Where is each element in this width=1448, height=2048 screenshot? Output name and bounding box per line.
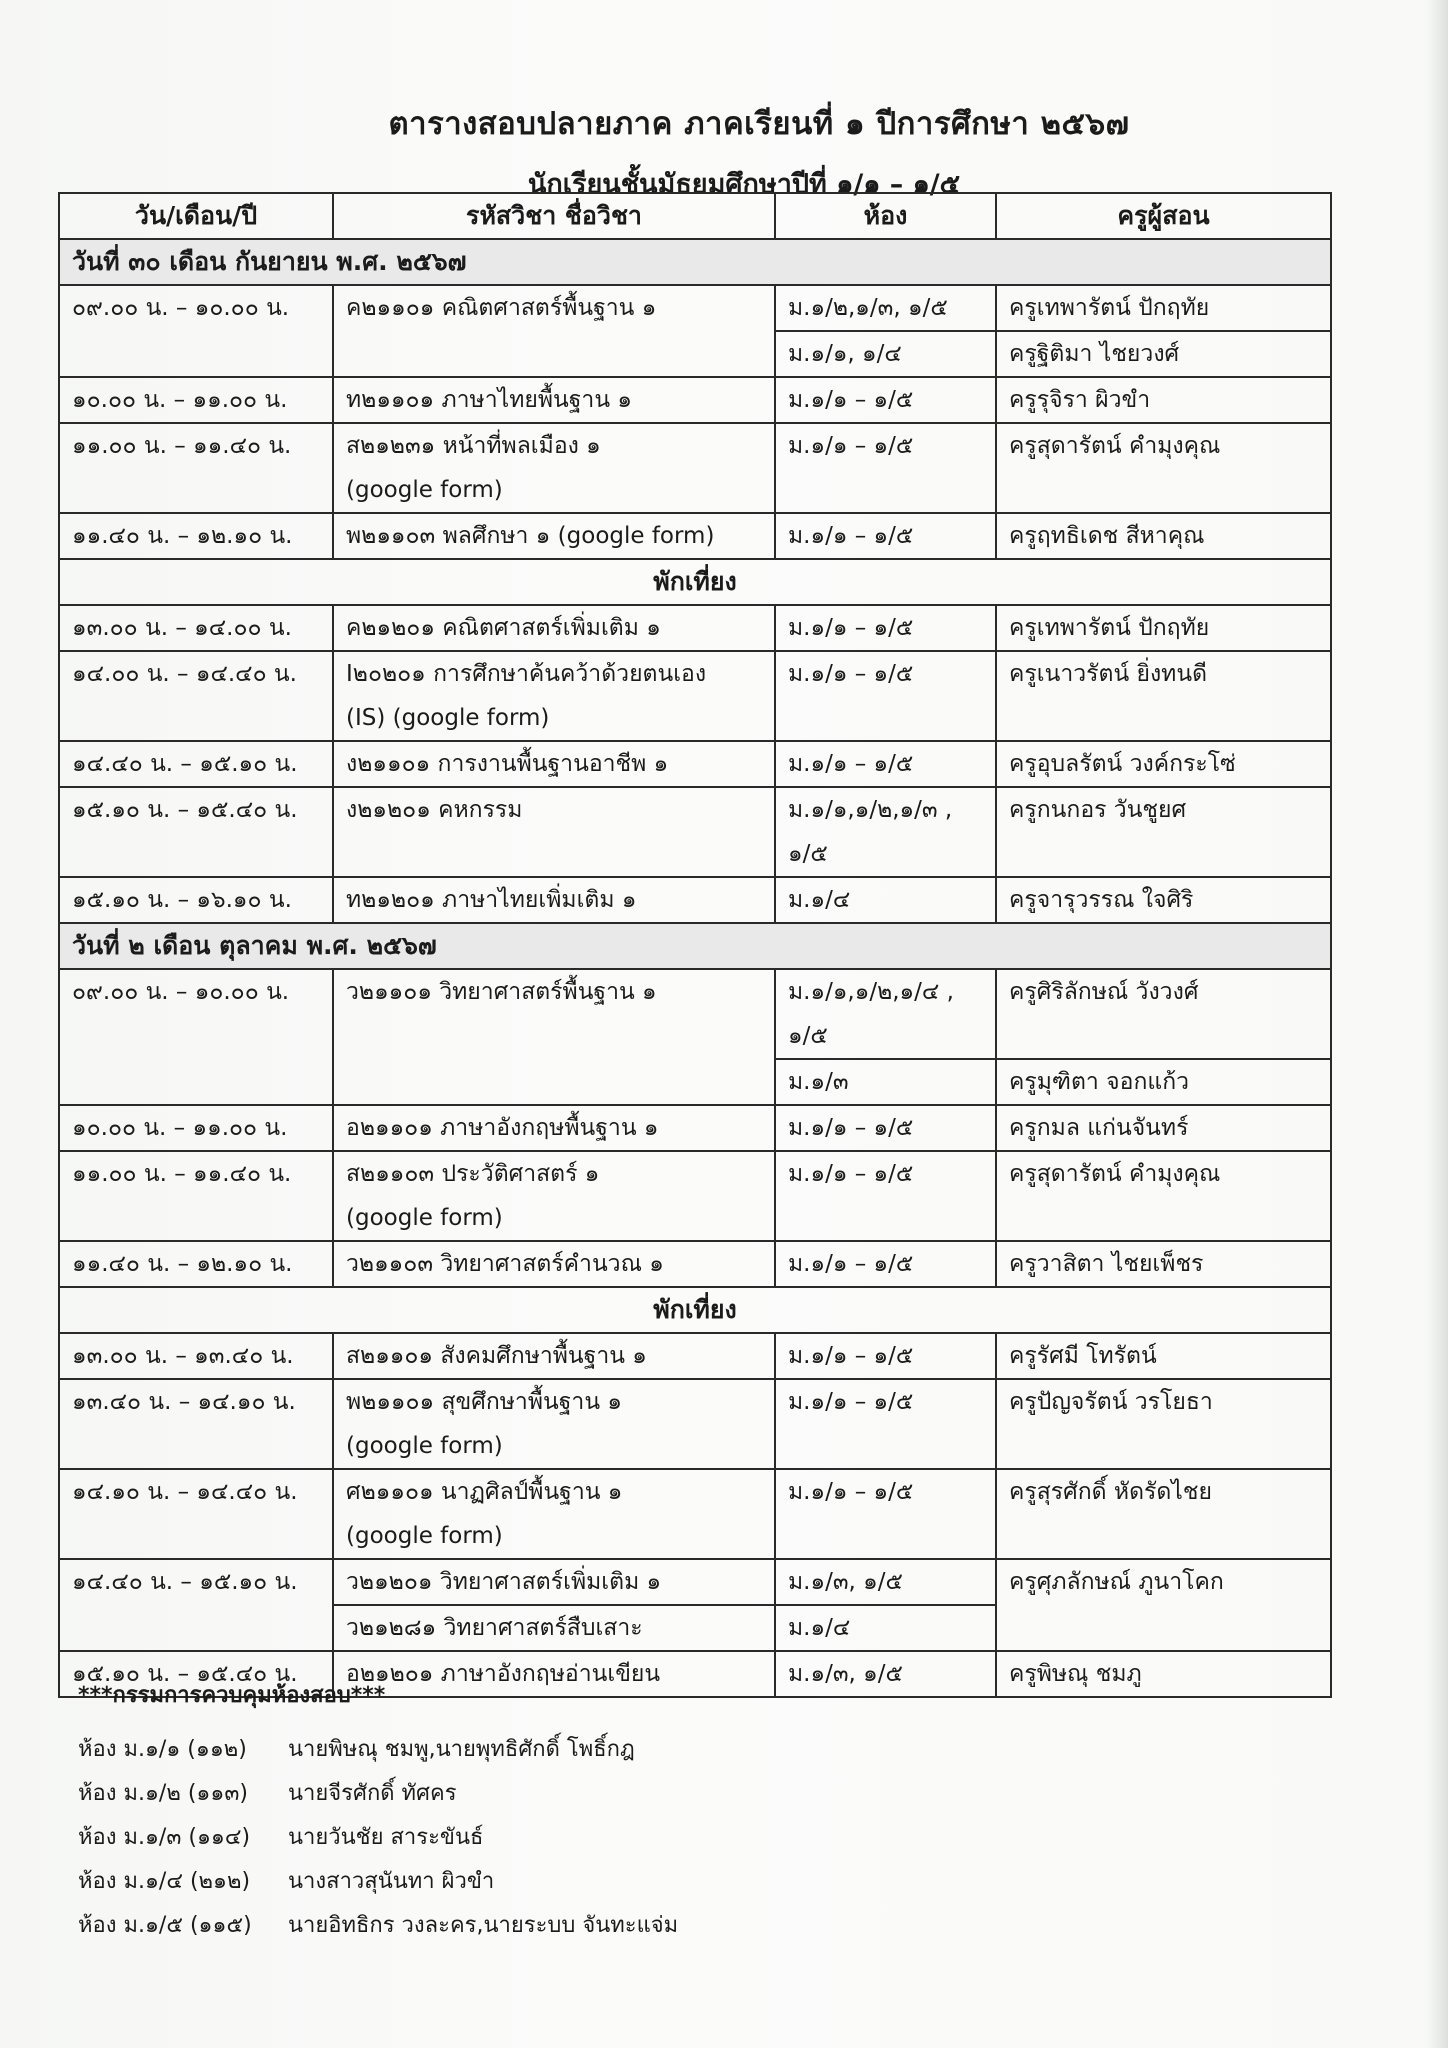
exam-subject: อ๒๑๑๐๑ ภาษาอังกฤษพื้นฐาน ๑ (333, 1105, 775, 1151)
lunch-row (59, 1287, 1331, 1333)
subject-note: (IS) (google form) (346, 705, 550, 731)
exam-subject: ค๒๑๑๐๑ คณิตศาสตร์พื้นฐาน ๑ (333, 285, 775, 377)
exam-time: ๑๔.๐๐ น. – ๑๔.๔๐ น. (59, 651, 333, 741)
exam-subject (333, 1379, 775, 1469)
room-line: ม.๑/๑,๑/๒,๑/๔ , (788, 979, 954, 1005)
exam-teacher: ครูอุบลรัตน์ วงค์กระโซ่ (996, 741, 1331, 787)
committee-room: ห้อง ม.๑/๒ (๑๑๓) (78, 1780, 248, 1806)
exam-teacher: ครูรัศมี โทรัตน์ (996, 1333, 1331, 1379)
exam-room: ม.๑/๒,๑/๓, ๑/๕ (775, 285, 996, 331)
committee-room: ห้อง ม.๑/๑ (๑๑๒) (78, 1736, 247, 1762)
table-row (59, 1241, 1331, 1287)
page-subtitle: นักเรียนชั้นมัธยมศึกษาปีที่ ๑/๑ – ๑/๕ (527, 169, 961, 200)
subject-line: ส๒๑๒๓๑ หน้าที่พลเมือง ๑ (346, 433, 601, 459)
exam-time: ๐๙.๐๐ น. – ๑๐.๐๐ น. (59, 969, 333, 1105)
room-line: ม.๑/๑,๑/๒,๑/๓ , (788, 797, 953, 823)
exam-room: ม.๑/๑, ๑/๔ (775, 331, 996, 377)
committee-room: ห้อง ม.๑/๔ (๒๑๒) (78, 1868, 251, 1894)
room-line: ๑/๕ (788, 841, 828, 867)
exam-subject: อ๒๑๒๐๑ ภาษาอังกฤษอ่านเขียน (333, 1651, 775, 1697)
exam-room: ม.๑/๑ – ๑/๕ (775, 1241, 996, 1287)
subject-note: (google form) (346, 1433, 503, 1459)
committee-row (78, 1770, 678, 1814)
exam-subject (333, 423, 775, 513)
header-room: ห้อง (775, 193, 996, 239)
table-row (59, 513, 1331, 559)
exam-room: ม.๑/๔ (775, 1605, 996, 1651)
exam-room: ม.๑/๔ (775, 877, 996, 923)
exam-room (775, 787, 996, 877)
exam-time: ๑๔.๑๐ น. – ๑๔.๔๐ น. (59, 1469, 333, 1559)
exam-subject: ท๒๑๒๐๑ ภาษาไทยเพิ่มเติม ๑ (333, 877, 775, 923)
exam-room: ม.๑/๓, ๑/๕ (775, 1559, 996, 1605)
table-header-row (59, 193, 1331, 239)
exam-teacher: ครูปัญจรัตน์ วรโยธา (996, 1379, 1331, 1469)
exam-teacher: ครูสุดารัตน์ คำมุงคุณ (996, 1151, 1331, 1241)
exam-time: ๑๔.๔๐ น. – ๑๕.๑๐ น. (59, 1559, 333, 1651)
exam-teacher: ครูเทพารัตน์ ปักฤทัย (996, 285, 1331, 331)
subject-line: ศ๒๑๑๐๑ นาฏศิลป์พื้นฐาน ๑ (346, 1479, 623, 1505)
lunch-label: พักเที่ยง (59, 1287, 1331, 1333)
header-teacher: ครูผู้สอน (996, 193, 1331, 239)
table-row (59, 1469, 1331, 1559)
exam-teacher: ครูสุรศักดิ์ หัดรัดไชย (996, 1469, 1331, 1559)
exam-time: ๑๕.๑๐ น. – ๑๖.๑๐ น. (59, 877, 333, 923)
room-line: ๑/๕ (788, 1023, 828, 1049)
exam-time: ๑๔.๔๐ น. – ๑๕.๑๐ น. (59, 741, 333, 787)
subject-line: พ๒๑๑๐๑ สุขศึกษาพื้นฐาน ๑ (346, 1389, 622, 1415)
exam-room: ม.๑/๑ – ๑/๕ (775, 651, 996, 741)
exam-room: ม.๑/๑ – ๑/๕ (775, 377, 996, 423)
table-row (59, 877, 1331, 923)
table-row (59, 1151, 1331, 1241)
exam-room: ม.๑/๑ – ๑/๕ (775, 741, 996, 787)
exam-subject: ว๒๑๒๘๑ วิทยาศาสตร์สืบเสาะ (333, 1605, 775, 1651)
committee-row (78, 1902, 678, 1946)
exam-subject: ว๒๑๑๐๑ วิทยาศาสตร์พื้นฐาน ๑ (333, 969, 775, 1105)
exam-subject (333, 1151, 775, 1241)
exam-room: ม.๑/๑ – ๑/๕ (775, 1379, 996, 1469)
exam-time: ๑๑.๔๐ น. – ๑๒.๑๐ น. (59, 513, 333, 559)
exam-subject: ส๒๑๑๐๑ สังคมศึกษาพื้นฐาน ๑ (333, 1333, 775, 1379)
table-row (59, 1379, 1331, 1469)
exam-room: ม.๑/๑ – ๑/๕ (775, 1151, 996, 1241)
exam-teacher: ครูสุดารัตน์ คำมุงคุณ (996, 423, 1331, 513)
committee-names: นายพิษณุ ชมพู,นายพุทธิศักดิ์ โพธิ์กฎ (288, 1736, 635, 1762)
exam-time: ๑๕.๑๐ น. – ๑๕.๔๐ น. (59, 787, 333, 877)
subject-note: (google form) (346, 1205, 503, 1231)
table-row (59, 787, 1331, 877)
page-edge-shadow (1426, 0, 1448, 2048)
exam-teacher: ครูศุภลักษณ์ ภูนาโคก (996, 1559, 1331, 1651)
subject-line: ส๒๑๑๐๓ ประวัติศาสตร์ ๑ (346, 1161, 600, 1187)
exam-teacher: ครูวาสิตา ไชยเพ็ชร (996, 1241, 1331, 1287)
table-row (59, 285, 1331, 331)
exam-room: ม.๑/๑ – ๑/๕ (775, 605, 996, 651)
exam-subject (333, 1469, 775, 1559)
date-label: วันที่ ๓๐ เดือน กันยายน พ.ศ. ๒๕๖๗ (59, 239, 1331, 285)
subject-line: I๒๐๒๐๑ การศึกษาค้นคว้าด้วยตนเอง (346, 661, 707, 687)
exam-subject: ท๒๑๑๐๑ ภาษาไทยพื้นฐาน ๑ (333, 377, 775, 423)
exam-room: ม.๑/๑ – ๑/๕ (775, 513, 996, 559)
exam-room: ม.๑/๑ – ๑/๕ (775, 1469, 996, 1559)
exam-teacher: ครูรุจิรา ผิวขำ (996, 377, 1331, 423)
header-subject: รหัสวิชา ชื่อวิชา (333, 193, 775, 239)
committee-names: นางสาวสุนันทา ผิวขำ (288, 1868, 495, 1894)
table-row (59, 1559, 1331, 1605)
committee-row (78, 1814, 678, 1858)
exam-time: ๑๓.๐๐ น. – ๑๓.๔๐ น. (59, 1333, 333, 1379)
exam-subject: ว๒๑๑๐๓ วิทยาศาสตร์คำนวณ ๑ (333, 1241, 775, 1287)
table-row (59, 423, 1331, 513)
exam-room: ม.๑/๓, ๑/๕ (775, 1651, 996, 1697)
committee-names: นายจีรศักดิ์ ทัศคร (288, 1780, 457, 1806)
exam-subject (333, 651, 775, 741)
exam-time: ๑๑.๐๐ น. – ๑๑.๔๐ น. (59, 423, 333, 513)
exam-teacher: ครูพิษณุ ชมภู (996, 1651, 1331, 1697)
exam-time: ๑๑.๐๐ น. – ๑๑.๔๐ น. (59, 1151, 333, 1241)
table-row (59, 1105, 1331, 1151)
exam-teacher: ครูฐิติมา ไชยวงศ์ (996, 331, 1331, 377)
exam-time: ๑๑.๔๐ น. – ๑๒.๑๐ น. (59, 1241, 333, 1287)
exam-time: ๑๐.๐๐ น. – ๑๑.๐๐ น. (59, 1105, 333, 1151)
exam-time: ๑๓.๐๐ น. – ๑๔.๐๐ น. (59, 605, 333, 651)
exam-room: ม.๑/๑ – ๑/๕ (775, 1333, 996, 1379)
exam-room: ม.๑/๑ – ๑/๕ (775, 1105, 996, 1151)
date-row (59, 239, 1331, 285)
table-row (59, 605, 1331, 651)
exam-teacher: ครูฤทธิเดช สีหาคุณ (996, 513, 1331, 559)
exam-teacher: ครูศิริลักษณ์ วังวงศ์ (996, 969, 1331, 1059)
page-title: ตารางสอบปลายภาค ภาคเรียนที่ ๑ ปีการศึกษา ๒๕๖๗ (388, 106, 1130, 142)
exam-schedule-table (58, 192, 1332, 1698)
title-block (0, 98, 1448, 205)
exam-teacher: ครูมุฑิตา จอกแก้ว (996, 1059, 1331, 1105)
exam-subject: ว๒๑๒๐๑ วิทยาศาสตร์เพิ่มเติม ๑ (333, 1559, 775, 1605)
table-row (59, 651, 1331, 741)
exam-time: ๑๕.๑๐ น. – ๑๕.๔๐ น. (59, 1651, 333, 1697)
lunch-label: พักเที่ยง (59, 559, 1331, 605)
date-label: วันที่ ๒ เดือน ตุลาคม พ.ศ. ๒๕๖๗ (59, 923, 1331, 969)
committee-row (78, 1858, 678, 1902)
exam-subject: ง๒๑๒๐๑ คหกรรม (333, 787, 775, 877)
exam-time: ๐๙.๐๐ น. – ๑๐.๐๐ น. (59, 285, 333, 377)
subject-note: (google form) (346, 1523, 503, 1549)
exam-subject: ง๒๑๑๐๑ การงานพื้นฐานอาชีพ ๑ (333, 741, 775, 787)
committee-title: ***กรรมการควบคุมห้องสอบ*** (78, 1683, 386, 1708)
committee-section (78, 1677, 678, 1946)
header-date: วัน/เดือน/ปี (59, 193, 333, 239)
table-row (59, 1333, 1331, 1379)
exam-teacher: ครูเทพารัตน์ ปักฤทัย (996, 605, 1331, 651)
exam-subject: พ๒๑๑๐๓ พลศึกษา ๑ (google form) (333, 513, 775, 559)
exam-subject: ค๒๑๒๐๑ คณิตศาสตร์เพิ่มเติม ๑ (333, 605, 775, 651)
committee-names: นายอิทธิกร วงละคร,นายระบบ จันทะแจ่ม (288, 1912, 679, 1938)
committee-room: ห้อง ม.๑/๓ (๑๑๔) (78, 1824, 251, 1850)
lunch-row (59, 559, 1331, 605)
table-row (59, 741, 1331, 787)
exam-room (775, 969, 996, 1059)
subject-note: (google form) (346, 477, 503, 503)
exam-time: ๑๓.๔๐ น. – ๑๔.๑๐ น. (59, 1379, 333, 1469)
exam-teacher: ครูเนาวรัตน์ ยิ่งทนดี (996, 651, 1331, 741)
committee-names: นายวันชัย สาระขันธ์ (288, 1824, 484, 1850)
date-row (59, 923, 1331, 969)
exam-time: ๑๐.๐๐ น. – ๑๑.๐๐ น. (59, 377, 333, 423)
table-row (59, 377, 1331, 423)
table-row (59, 969, 1331, 1059)
exam-room: ม.๑/๓ (775, 1059, 996, 1105)
exam-room: ม.๑/๑ – ๑/๕ (775, 423, 996, 513)
committee-row (78, 1726, 678, 1770)
exam-teacher: ครูกมล แก่นจันทร์ (996, 1105, 1331, 1151)
exam-teacher: ครูจารุวรรณ ใจศิริ (996, 877, 1331, 923)
exam-teacher: ครูกนกอร วันชูยศ (996, 787, 1331, 877)
committee-room: ห้อง ม.๑/๕ (๑๑๕) (78, 1912, 252, 1938)
